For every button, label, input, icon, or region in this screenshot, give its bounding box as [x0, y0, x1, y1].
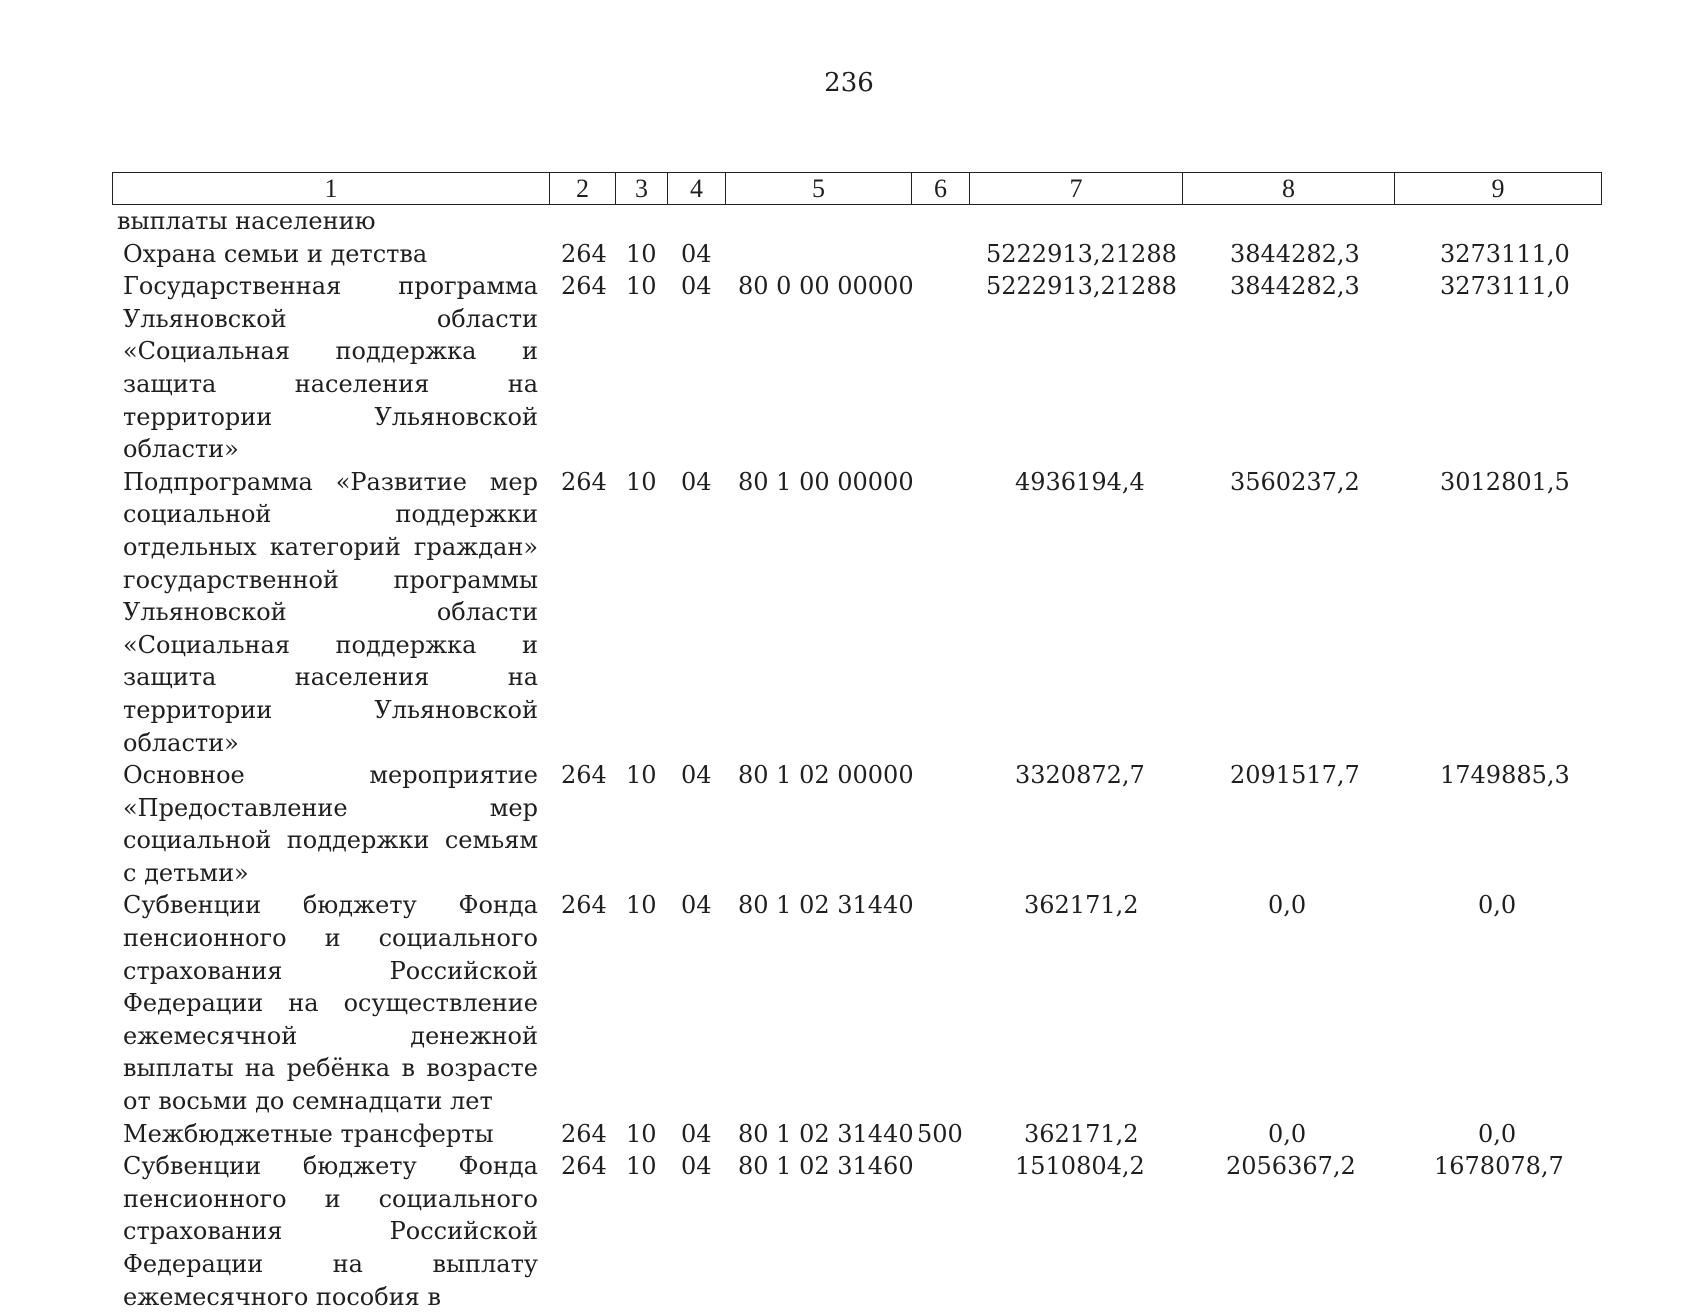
cell-col-2: 264 — [561, 891, 607, 920]
row-name: Субвенции бюджету Фонда пенсионного и социального страхования Российской Федерации на осуществление ежемесячной денежной выплаты на ребёнка в возрасте от восьми до семнадцати лет — [123, 891, 538, 1116]
table-header — [112, 172, 1602, 205]
header-col-3: 3 — [616, 173, 668, 204]
cell-col-9: 0,0 — [1478, 1119, 1517, 1148]
cell-col-6: 500 — [917, 1119, 963, 1148]
cell-col-8: 3844282,3 — [1230, 272, 1360, 301]
header-col-4: 4 — [668, 173, 726, 204]
cell-col-7: 1510804,2 — [1015, 1152, 1145, 1181]
cell-col-8: 3560237,2 — [1230, 467, 1360, 496]
header-col-5: 5 — [726, 173, 912, 204]
cell-col-5: 80 1 02 31440 — [738, 1119, 914, 1148]
table-row — [0, 466, 1698, 759]
cell-col-3: 10 — [626, 272, 657, 301]
row-name: Охрана семьи и детства — [123, 239, 428, 268]
row-name: Подпрограмма «Развитие мер социальной поддержки отдельных категорий граждан» государственной программы Ульяновской области «Социальная поддержка и защита населения на территории Ульяновской области» — [123, 467, 538, 757]
header-col-6: 6 — [912, 173, 970, 204]
cell-col-4: 04 — [681, 891, 712, 920]
table-row — [0, 759, 1698, 889]
cell-col-2: 264 — [561, 1152, 607, 1181]
cell-col-5: 80 1 02 00000 — [738, 761, 914, 790]
row-name: Субвенции бюджету Фонда пенсионного и социального страхования Российской Федерации на выплату ежемесячного пособия в — [123, 1152, 538, 1311]
cell-col-9: 3273111,0 — [1440, 239, 1570, 268]
header-col-1: 1 — [113, 173, 550, 204]
table-row — [0, 205, 1698, 238]
table-row — [0, 889, 1698, 1117]
cell-col-2: 264 — [561, 1119, 607, 1148]
row-name: Государственная программа Ульяновской области «Социальная поддержка и защита населения на территории Ульяновской области» — [123, 272, 538, 464]
row-name: Межбюджетные трансферты — [123, 1119, 494, 1148]
cell-col-8: 2091517,7 — [1230, 761, 1360, 790]
cell-col-8: 2056367,2 — [1226, 1152, 1356, 1181]
cell-col-8: 0,0 — [1268, 891, 1307, 920]
cell-col-8: 0,0 — [1268, 1119, 1307, 1148]
cell-col-7: 3320872,7 — [1015, 761, 1145, 790]
header-col-2: 2 — [550, 173, 616, 204]
cell-col-7: 362171,2 — [1024, 1119, 1139, 1148]
cell-col-4: 04 — [681, 761, 712, 790]
table-row — [0, 270, 1698, 466]
cell-col-3: 10 — [626, 1152, 657, 1181]
cell-col-5: 80 1 02 31440 — [738, 891, 914, 920]
row-name: выплаты населению — [117, 207, 376, 235]
cell-col-4: 04 — [681, 1119, 712, 1148]
cell-col-2: 264 — [561, 239, 607, 268]
cell-col-3: 10 — [626, 891, 657, 920]
table-row — [0, 238, 1698, 271]
cell-col-4: 04 — [681, 239, 712, 268]
cell-col-4: 04 — [681, 1152, 712, 1181]
header-col-8: 8 — [1183, 173, 1395, 204]
header-col-9: 9 — [1491, 173, 1505, 203]
cell-col-9: 1749885,3 — [1440, 761, 1570, 790]
header-col-7: 7 — [970, 173, 1183, 204]
cell-col-8: 3844282,3 — [1230, 239, 1360, 268]
cell-col-3: 10 — [626, 467, 657, 496]
cell-col-7: 4936194,4 — [1015, 467, 1145, 496]
cell-col-7: 362171,2 — [1024, 891, 1139, 920]
cell-col-4: 04 — [681, 272, 712, 301]
cell-col-7: 5222913,21288 — [986, 272, 1177, 301]
cell-col-9: 0,0 — [1478, 891, 1517, 920]
cell-col-7: 5222913,21288 — [986, 239, 1177, 268]
cell-col-2: 264 — [561, 272, 607, 301]
cell-col-3: 10 — [626, 1119, 657, 1148]
page-number: 236 — [824, 68, 874, 98]
cell-col-9: 1678078,7 — [1434, 1152, 1564, 1181]
cell-col-9: 3273111,0 — [1440, 272, 1570, 301]
table-row — [0, 1150, 1698, 1313]
cell-col-2: 264 — [561, 761, 607, 790]
cell-col-3: 10 — [626, 761, 657, 790]
cell-col-5: 80 1 00 00000 — [738, 467, 914, 496]
table-body — [0, 205, 1698, 1313]
cell-col-3: 10 — [626, 239, 657, 268]
row-name: Основное мероприятие «Предоставление мер социальной поддержки семьям с детьми» — [123, 761, 538, 887]
cell-col-5: 80 1 02 31460 — [738, 1152, 914, 1181]
cell-col-9: 3012801,5 — [1440, 467, 1570, 496]
cell-col-4: 04 — [681, 467, 712, 496]
table-row — [0, 1118, 1698, 1151]
cell-col-5: 80 0 00 00000 — [738, 272, 914, 301]
cell-col-2: 264 — [561, 467, 607, 496]
